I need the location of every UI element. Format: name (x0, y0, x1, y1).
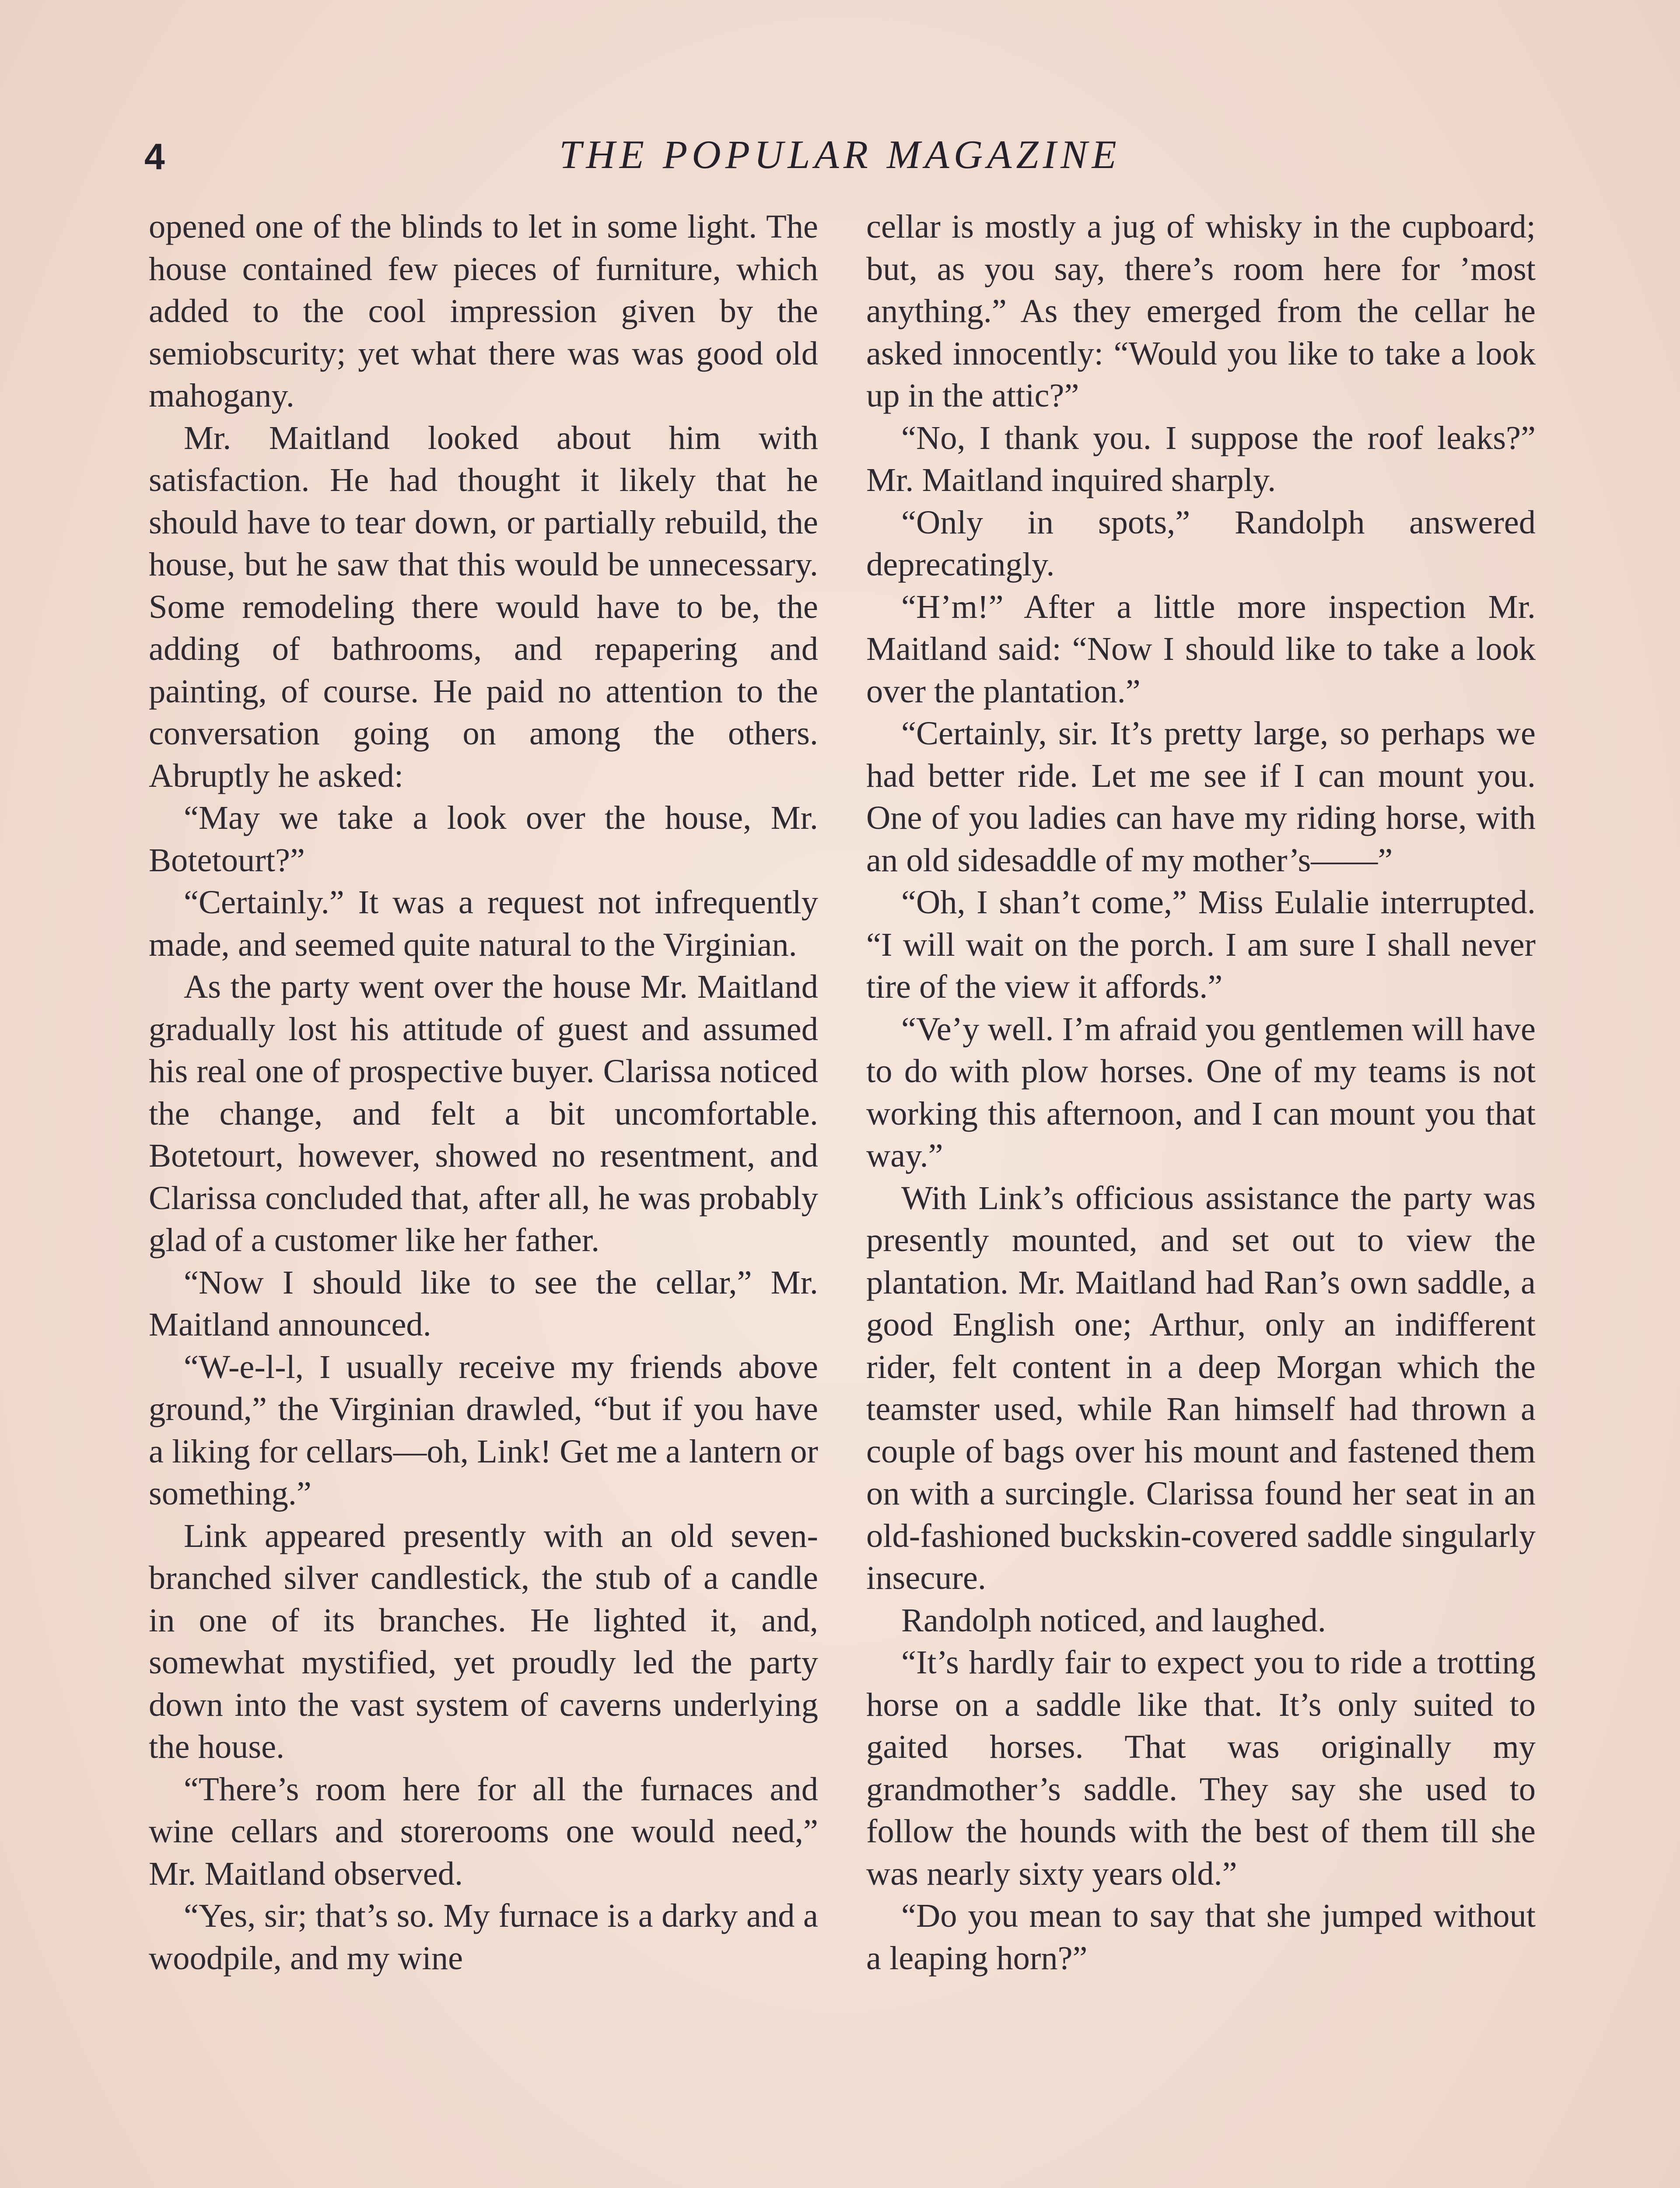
paragraph: “No, I thank you. I suppose the roof leaks?” Mr. Maitland inquired sharply. (866, 419, 1536, 498)
paragraph: “Only in spots,” Randolph answered deprecatingly. (866, 503, 1536, 583)
paragraph: cellar is mostly a jug of whisky in the cupboard; but, as you say, there’s room here for ’most anything.” As they emerged from the cellar he asked innocently: “Would you like to take a look up in the attic?” (866, 208, 1536, 414)
running-head: THE POPULAR MAGAZINE (559, 132, 1121, 177)
paragraph: Mr. Maitland looked about him with satisfaction. He had thought it likely that he should have to tear down, or partially rebuild, the house, but he saw that this would be unnecessary. Some remodeling there would have to be, the adding of bathrooms, and repapering and painting, of course. He paid no attention to the conversation going on among the others. Abruptly he asked: (149, 419, 818, 794)
page-number: 4 (144, 136, 165, 177)
page-header (140, 127, 1540, 188)
paragraph: As the party went over the house Mr. Maitland gradually lost his attitude of guest and assumed his real one of prospective buyer. Clarissa noticed the change, and felt a bit uncomfortable. Botetourt, however, showed no resentment, and Clarissa concluded that, after all, he was probably glad of a customer like her father. (149, 968, 818, 1259)
paragraph: “H’m!” After a little more inspection Mr. Maitland said: “Now I should like to take a look over the plantation.” (866, 588, 1536, 710)
paragraph: “It’s hardly fair to expect you to ride a trotting horse on a saddle like that. It’s only suited to gaited horses. That was originally my grandmother’s saddle. They say she used to follow the hounds with the best of them till she was nearly sixty years old.” (866, 1644, 1536, 1892)
paragraph: “Ve’y well. I’m afraid you gentlemen will have to do with plow horses. One of my teams is not working this afternoon, and I can mount you that way.” (866, 1010, 1536, 1174)
text-columns (149, 206, 1544, 2188)
paragraph: “Oh, I shan’t come,” Miss Eulalie interrupted. “I will wait on the porch. I am sure I shall never tire of the view it affords.” (866, 884, 1536, 1005)
paragraph: “Yes, sir; that’s so. My furnace is a darky and a woodpile, and my wine (149, 1897, 818, 1977)
paragraph: Randolph noticed, and laughed. (901, 1601, 1326, 1639)
paragraph: opened one of the blinds to let in some light. The house contained few pieces of furniture, which added to the cool impression given by the semiobscurity; yet what there was was good old mahogany. (149, 208, 818, 414)
paragraph: “Certainly, sir. It’s pretty large, so perhaps we had better ride. Let me see if I can mount you. One of you ladies can have my riding horse, with an old sidesaddle of my mother’s——” (866, 715, 1536, 879)
paragraph: “Now I should like to see the cellar,” Mr. Maitland announced. (149, 1263, 818, 1343)
paragraph: “W-e-l-l, I usually receive my friends above ground,” the Virginian drawled, “but if you have a liking for cellars—oh, Link! Get me a lantern or something.” (149, 1348, 818, 1512)
paragraph: “Do you mean to say that she jumped without a leaping horn?” (866, 1897, 1536, 1977)
paragraph: With Link’s officious assistance the party was presently mounted, and set out to view the plantation. Mr. Maitland had Ran’s own saddle, a good English one; Arthur, only an indifferent rider, felt content in a deep Morgan which the teamster used, while Ran himself had thrown a couple of bags over his mount and fastened them on with a surcingle. Clarissa found her seat in an old-fashioned buckskin-covered saddle singularly insecure. (866, 1179, 1536, 1596)
right-column (866, 206, 1536, 1979)
paragraph: “May we take a look over the house, Mr. Botetourt?” (149, 799, 818, 879)
left-column (149, 206, 818, 1979)
paragraph: Link appeared presently with an old seven-branched silver candlestick, the stub of a candle in one of its branches. He lighted it, and, somewhat mystified, yet proudly led the party down into the vast system of caverns underlying the house. (149, 1517, 818, 1765)
paragraph: “Certainly.” It was a request not infrequently made, and seemed quite natural to the Virginian. (149, 884, 818, 963)
paragraph: “There’s room here for all the furnaces and wine cellars and storerooms one would need,” Mr. Maitland observed. (149, 1770, 818, 1892)
